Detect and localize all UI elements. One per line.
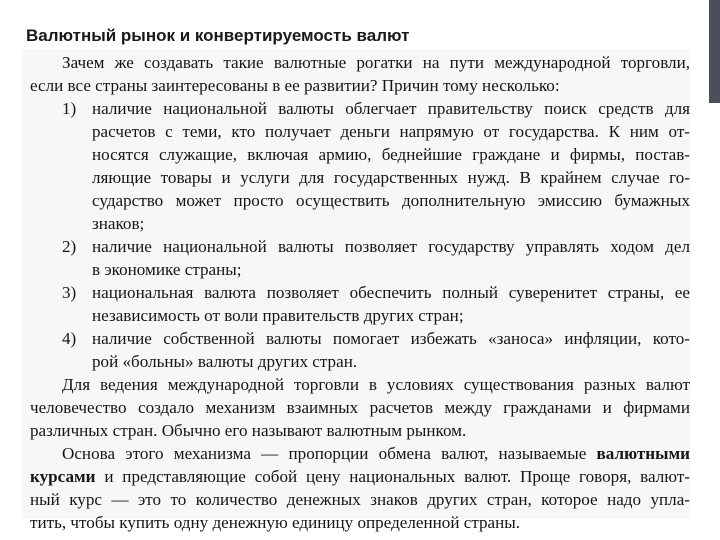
list-item-1: 1) наличие национальной валюты облегчает правительству поиск средств для bbox=[62, 99, 690, 118]
slide-title: Валютный рынок и конвертируемость валют bbox=[26, 26, 410, 45]
text-line: Для ведения международной торговли в условиях существования разных валют bbox=[62, 375, 690, 394]
bold-term: валютными bbox=[596, 444, 690, 463]
list-item-2: 2) наличие национальной валюты позволяет государству управлять ходом дел bbox=[62, 237, 690, 256]
text-line: рой «больны» валюты других стран. bbox=[92, 352, 358, 371]
list-number: 4) bbox=[62, 329, 77, 348]
text-line: в экономике страны; bbox=[92, 260, 242, 279]
text-line: независимость от воли правительств других стран; bbox=[92, 306, 464, 325]
text-line: ный курс — это то количество денежных знаков других стран, которое надо упла- bbox=[30, 490, 690, 509]
list-number: 2) bbox=[62, 237, 77, 256]
text-line: сударство может просто осуществить дополнительную эмиссию бумажных bbox=[92, 191, 690, 210]
list-number: 1) bbox=[62, 99, 77, 118]
list-item-3: 3) национальная валюта позволяет обеспечить полный суверенитет страны, ее bbox=[62, 283, 690, 302]
slide-accent-bar bbox=[709, 0, 720, 103]
text-line: тить, чтобы купить одну денежную единицу определенной страны. bbox=[30, 513, 521, 532]
text-line: курсами и представляющие собой цену национальных валют. Проще говоря, валют- bbox=[30, 467, 690, 486]
bold-term: курсами bbox=[30, 467, 96, 486]
list-item-4: 4) наличие собственной валюты помогает избежать «заноса» инфляции, кото- bbox=[62, 329, 690, 348]
text-line: если все страны заинтересованы в ее развитии? Причин тому несколько: bbox=[30, 76, 560, 95]
text-line: человечество создало механизм взаимных расчетов между гражданами и фирмами bbox=[30, 398, 690, 417]
text-line: различных стран. Обычно его называют валютным рынком. bbox=[30, 421, 467, 440]
text-line: носятся служащие, включая армию, беднейшие граждане и фирмы, постав- bbox=[92, 145, 690, 164]
text-line: ляющие товары и услуги для государственных нужд. В крайнем случае го- bbox=[92, 168, 690, 187]
text-line: Зачем же создавать такие валютные рогатки на пути международной торговли, bbox=[62, 53, 690, 72]
scanned-text-block bbox=[22, 49, 690, 532]
text-line: знаков; bbox=[92, 214, 145, 233]
list-number: 3) bbox=[62, 283, 77, 302]
text-line: Основа этого механизма — пропорции обмена валют, называемые валютными bbox=[62, 444, 690, 463]
text-line: расчетов с теми, кто получает деньги напрямую от государства. К ним от- bbox=[92, 122, 690, 141]
